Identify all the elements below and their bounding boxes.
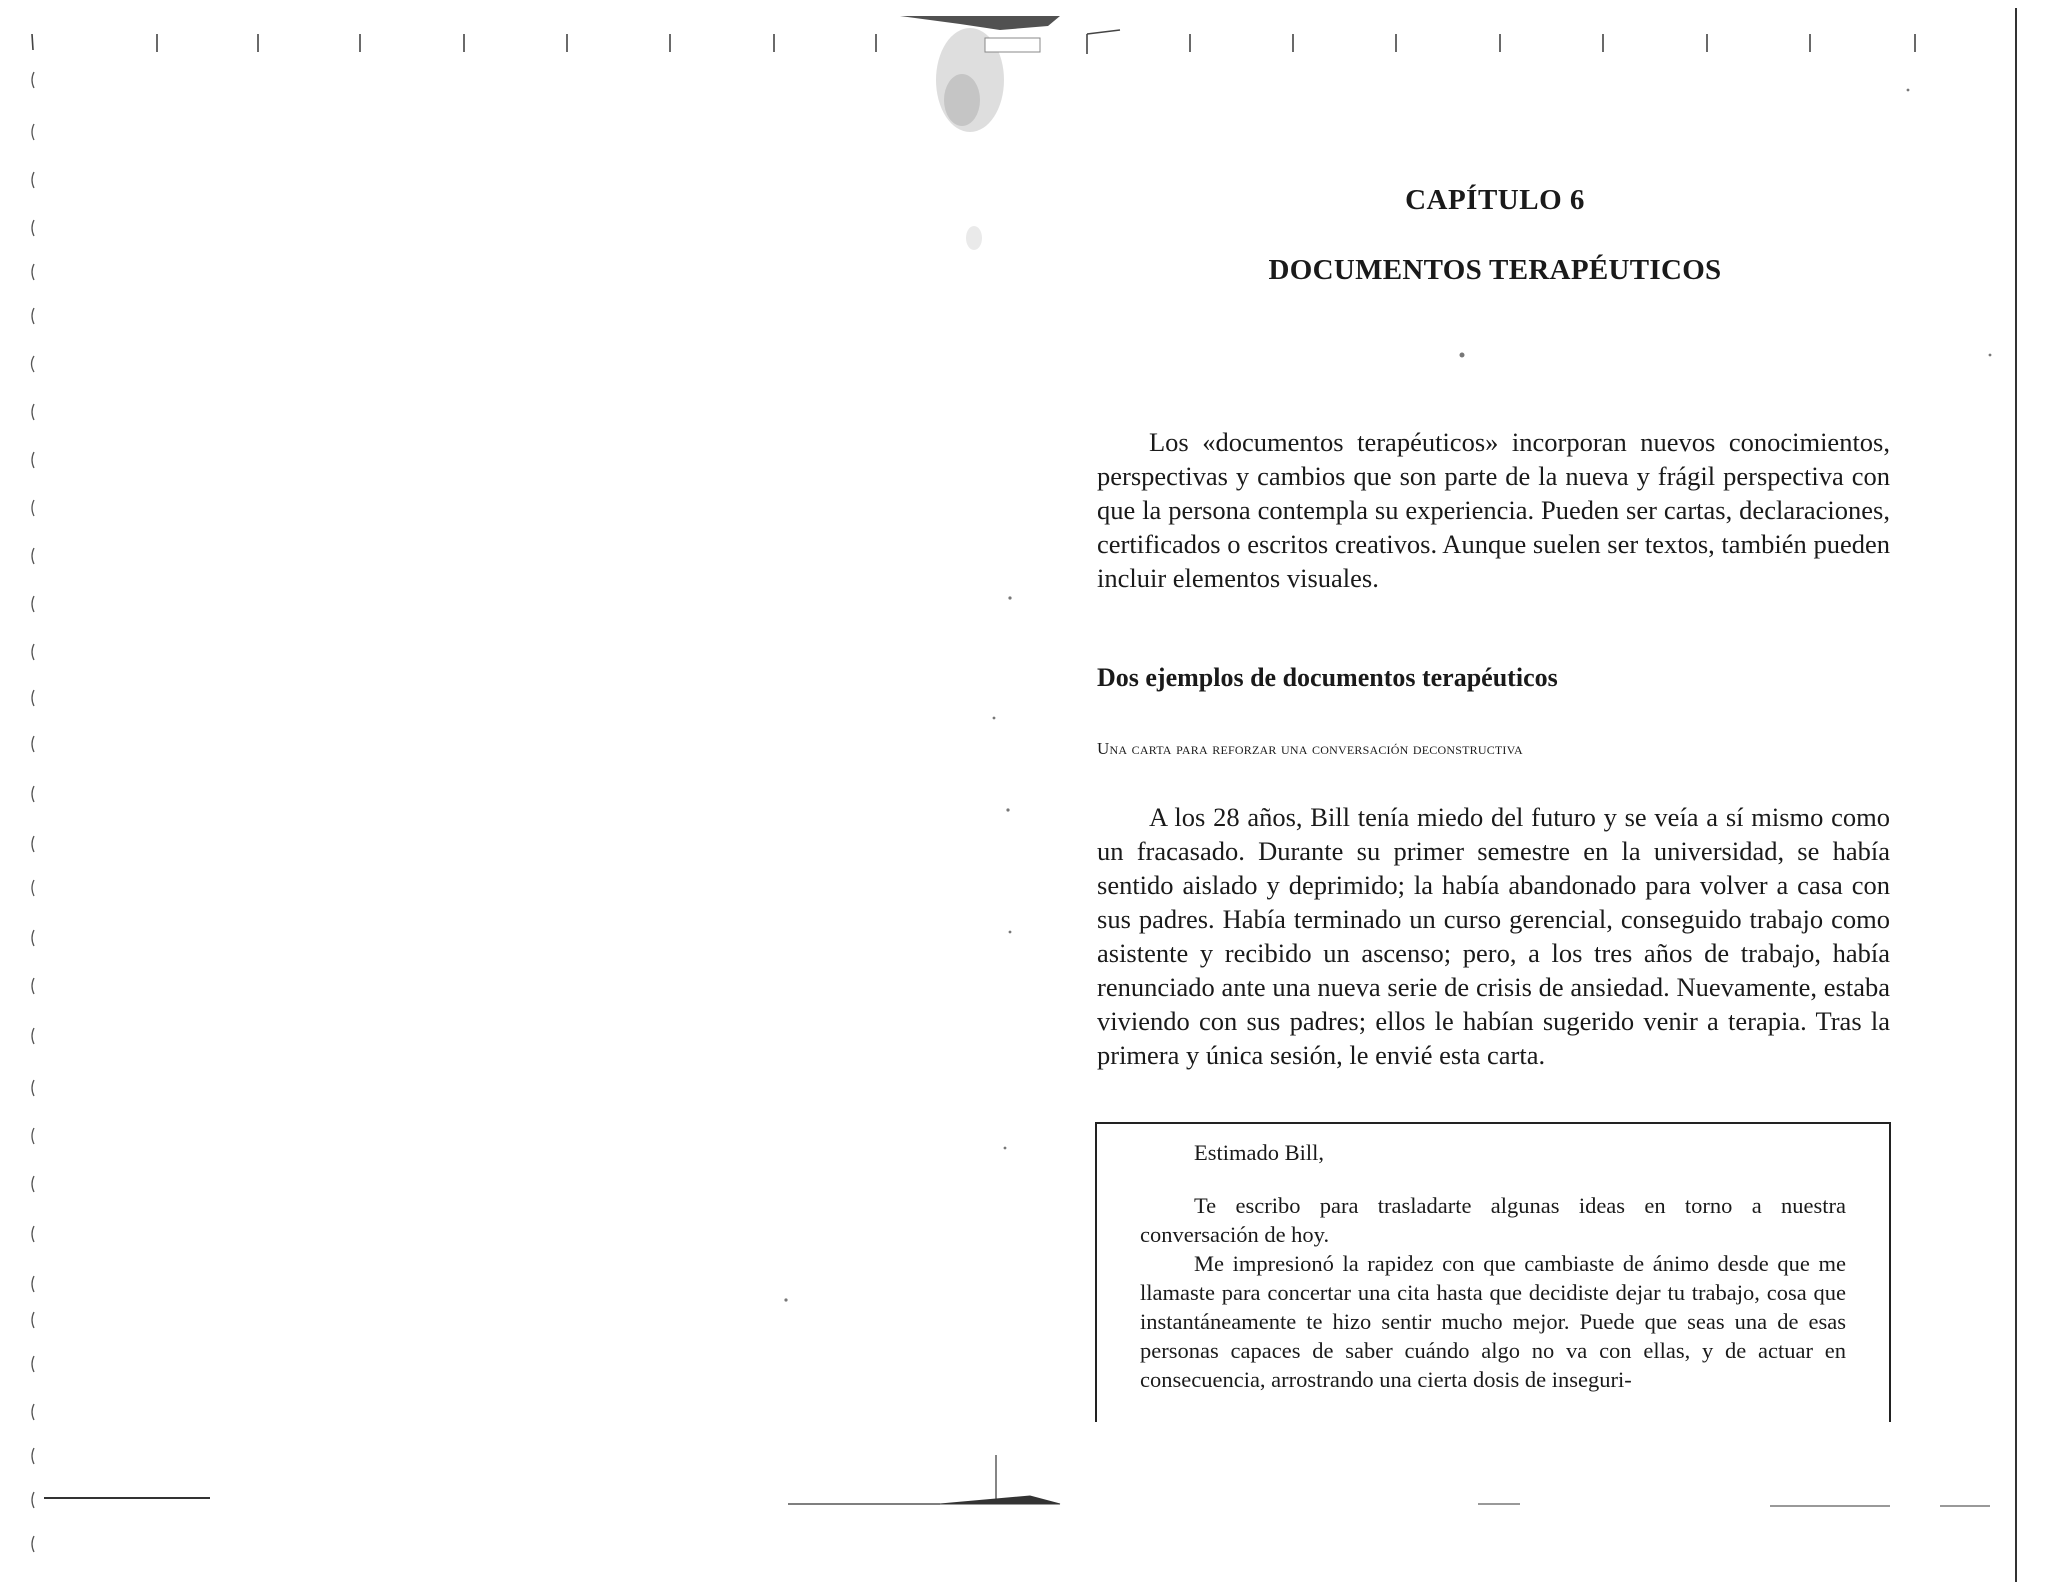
story-paragraph-block <box>1097 800 1890 1072</box>
intro-paragraph-block <box>1097 425 1890 595</box>
chapter-title: DOCUMENTOS TERAPÉUTICOS <box>1268 254 1722 286</box>
subsection-heading: Una carta para reforzar una conversación deconstructiva <box>1097 739 1523 758</box>
letter-box <box>1095 1122 1891 1422</box>
gutter-smudge <box>900 16 1060 250</box>
intro-paragraph: Los «documentos terapéuticos» incorporan nuevos conocimientos, perspectivas y cambios que son parte de la nueva y frágil perspectiva con que la persona contempla su experiencia. Pueden ser cartas, declaraciones, certificados o escritos creativos. Aunque suelen ser textos, también pueden incluir elementos visuales. <box>1097 427 1890 593</box>
letter-paragraph-1: Te escribo para trasladarte algunas ideas en torno a nuestra conversación de hoy. <box>1140 1193 1846 1247</box>
section-heading: Dos ejemplos de documentos terapéuticos <box>1097 663 1558 692</box>
letter-paragraph-2: Me impresionó la rapidez con que cambiaste de ánimo desde que me llamaste para concertar una cita hasta que decidiste dejar tu trabajo, cosa que instantáneamente te hizo sentir mucho mejor. Puede que seas una de esas personas capaces de saber cuándo algo no va con ellas, y de actuar en consecuencia, arrostrando una cierta dosis de inseguri- <box>1140 1251 1846 1392</box>
bottom-rules <box>44 1455 1990 1506</box>
letter-salutation: Estimado Bill, <box>1194 1140 1325 1165</box>
chapter-number: CAPÍTULO 6 <box>1405 184 1585 216</box>
left-edge-marks <box>32 72 35 1552</box>
story-paragraph: A los 28 años, Bill tenía miedo del futuro y se veía a sí mismo como un fracasado. Durante su primer semestre en la universidad, se había sentido aislado y deprimido; la había abandonado para volver a casa con sus padres. Había terminado un curso gerencial, conseguido trabajo como asistente y recibido un ascenso; pero, a los tres años de trabajo, había renunciado ante una nueva serie de crisis de ansiedad. Nuevamente, estaba viviendo con sus padres; ellos le habían sugerido venir a terapia. Tras la primera y única sesión, le envié esta carta. <box>1097 802 1890 1070</box>
letter-content <box>1140 1138 1846 1394</box>
